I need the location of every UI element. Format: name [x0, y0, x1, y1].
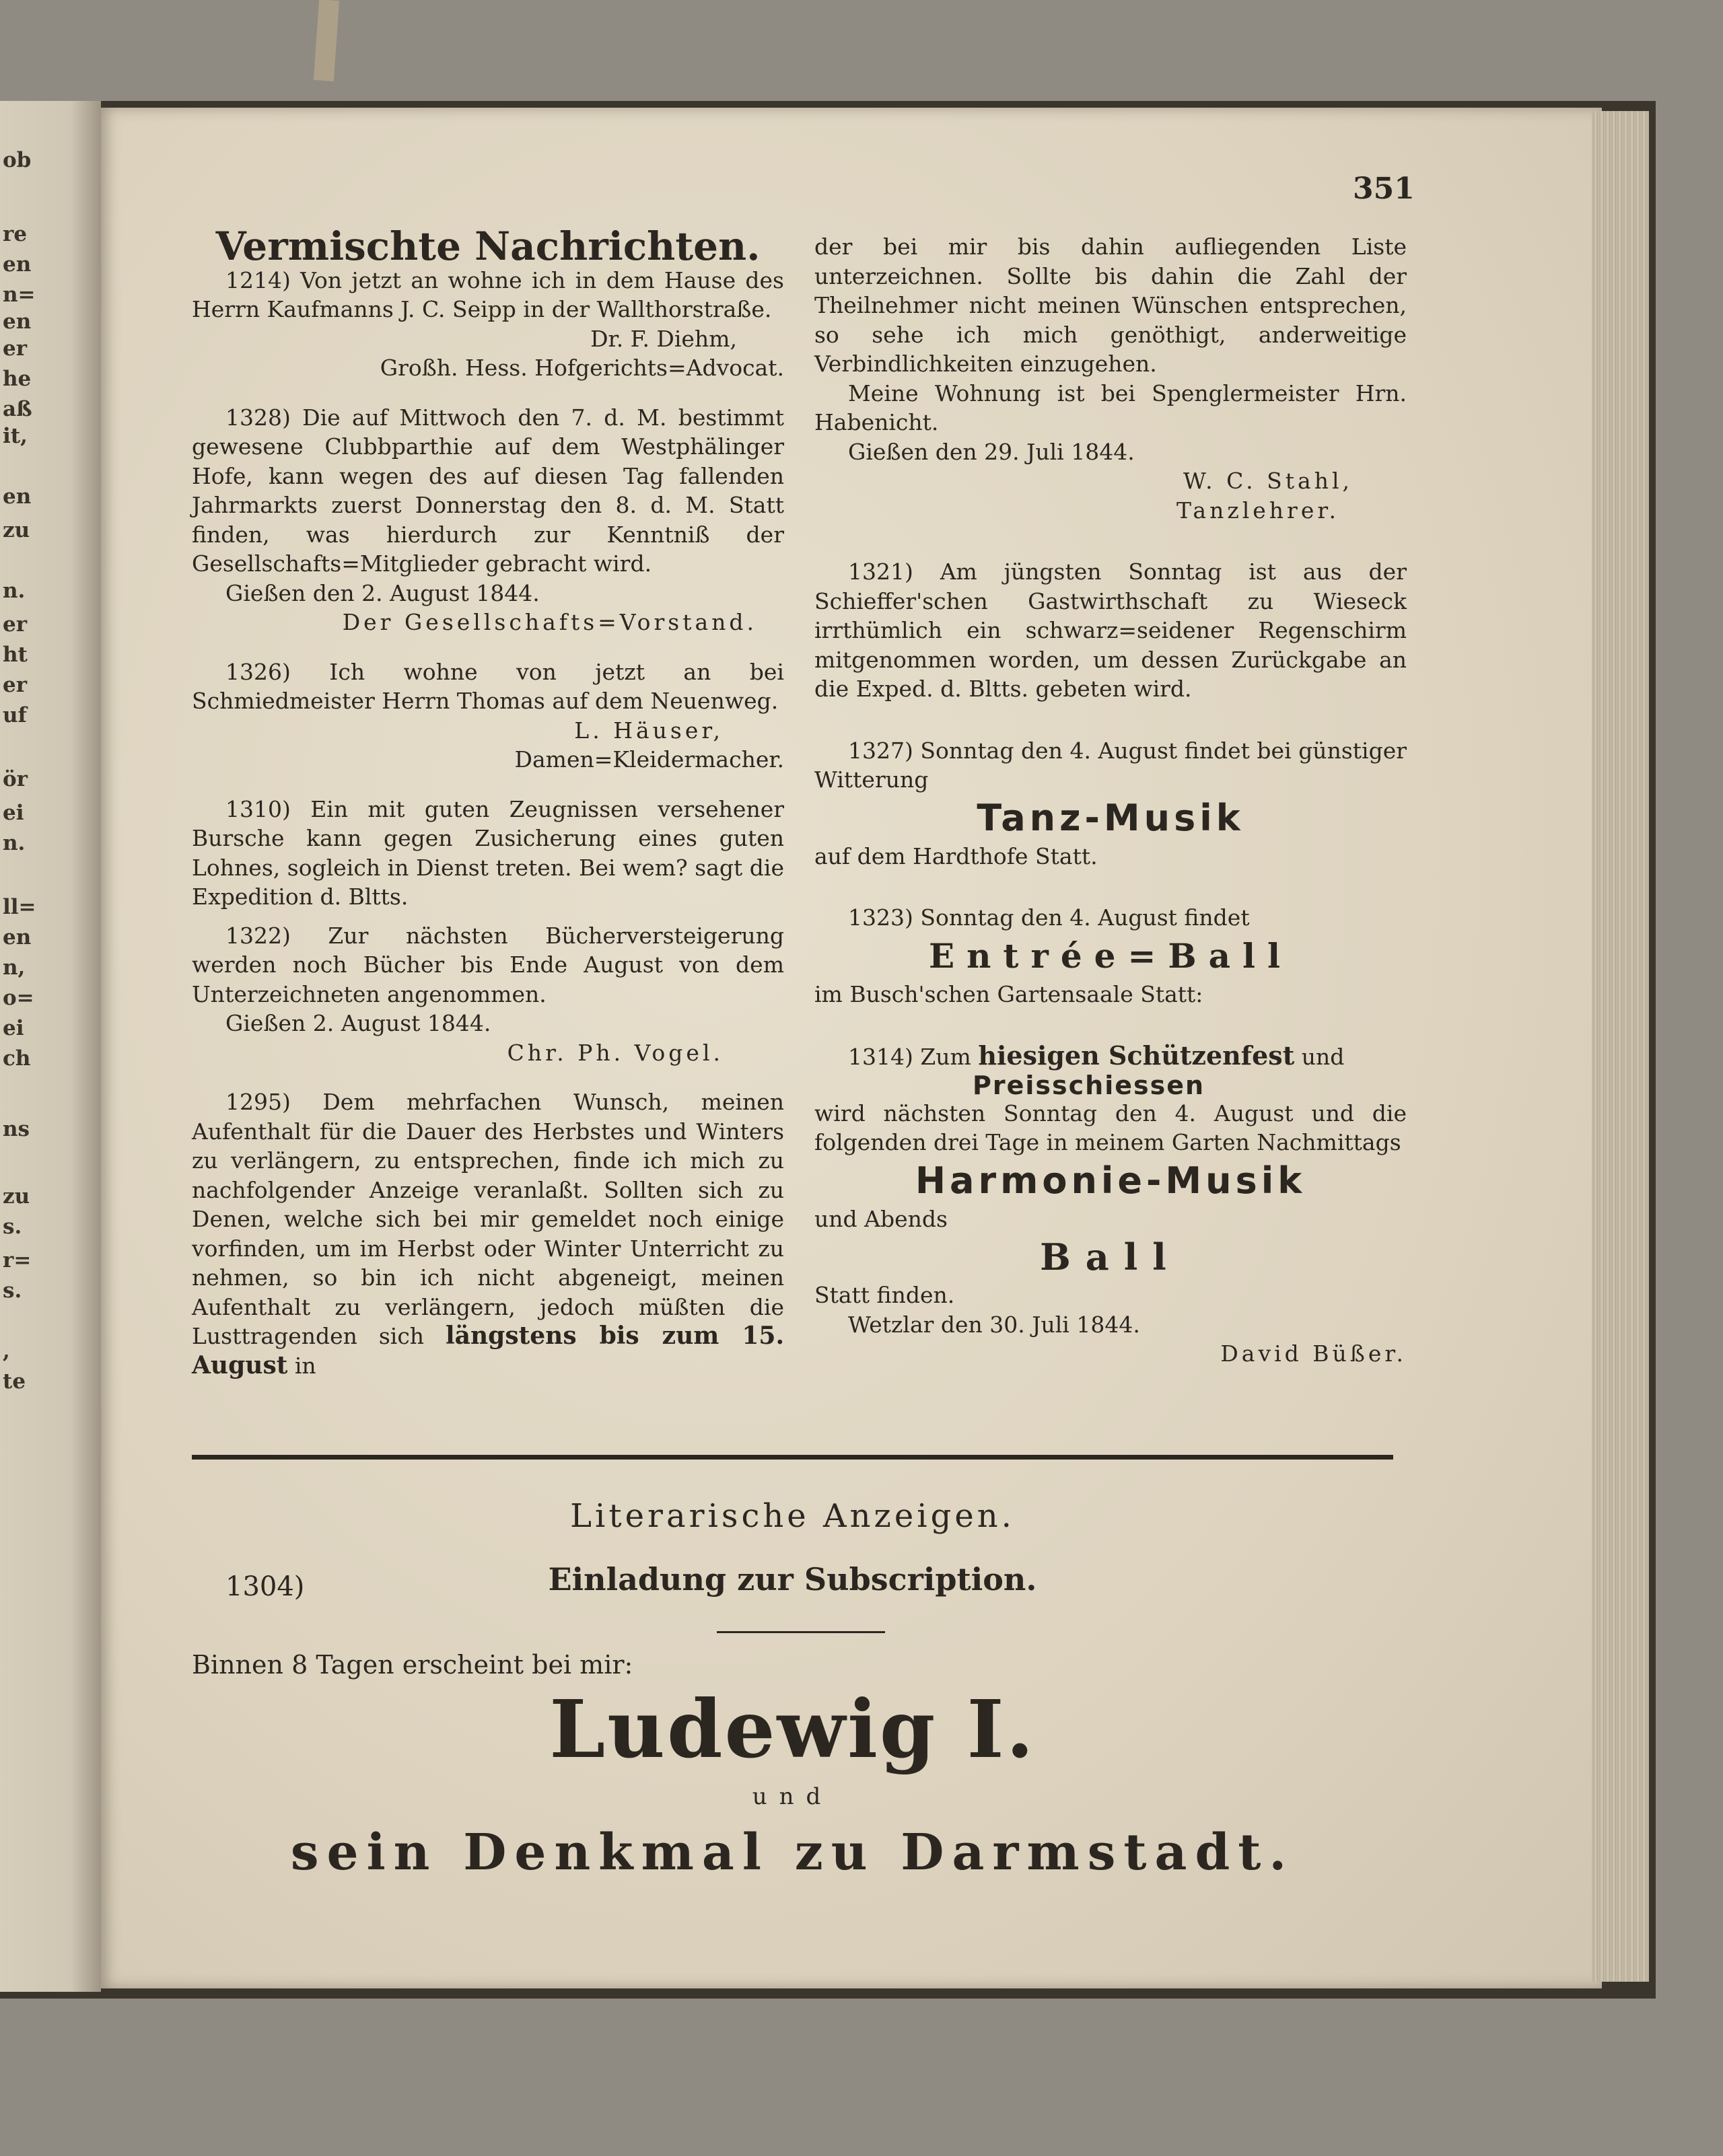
ad-1327: 1327) Sonntag den 4. August findet bei günstiger Witterung [814, 737, 1407, 793]
left-page-fragment: er [3, 336, 28, 361]
left-page-fragment: zu [3, 518, 30, 542]
left-page-fragment: ll= [3, 895, 36, 919]
page-edges [1592, 111, 1649, 1982]
ad-1314-bold: hiesigen Schützenfest [978, 1040, 1295, 1071]
ad-1295-emphasis: längstens bis zum 15. August [192, 1322, 784, 1379]
ad-1327-tail: auf dem Hardthofe Statt. [814, 842, 1098, 869]
left-page-fragment: en [3, 925, 32, 949]
ad-1327-headline: Tanz-Musik [977, 796, 1244, 839]
left-page-edge [0, 101, 101, 1992]
ad-1328-date: Gießen den 2. August 1844. [225, 579, 540, 606]
ad-1323: 1323) Sonntag den 4. August findet [848, 904, 1250, 931]
left-page-fragment: ht [3, 643, 28, 667]
left-page-fragment: s. [3, 1215, 22, 1239]
ad-1295 [192, 1087, 784, 1380]
section-title: Vermischte Nachrichten. [215, 223, 761, 269]
left-page-fragment: aß [3, 397, 32, 421]
ad-1326-sig1: L. Häuser, [574, 717, 724, 744]
literary-intro: Binnen 8 Tagen erscheint bei mir: [192, 1650, 633, 1680]
left-page-fragment: n= [3, 283, 36, 307]
ad-1328-sig: Der Gesellschafts=Vorstand. [342, 609, 757, 635]
ad-1314-und: und [1301, 1044, 1345, 1070]
left-page-fragment: o= [3, 986, 34, 1010]
ad-1314-tail: Statt finden. [814, 1282, 955, 1308]
left-page-fragment: te [3, 1369, 26, 1394]
ad-1314-line2: Preisschiessen [973, 1070, 1205, 1100]
ad-1295-date: Gießen den 29. Juli 1844. [848, 438, 1135, 465]
ad-1295-continued: der bei mir bis dahin aufliegenden Liste unterzeichnen. Sollte bis dahin die Zahl der Theilnehmer nicht meinen Wünschen entsprechen, so sehe ich mich genöthigt, anderweitige Verbindlichkeiten einzugehen. [814, 233, 1407, 377]
literary-heading: Literarische Anzeigen. [570, 1497, 1015, 1535]
literary-subheading: Einladung zur Subscription. [548, 1561, 1037, 1597]
left-page-fragment: en [3, 484, 32, 509]
left-page-fragment: ns [3, 1117, 30, 1141]
ad-1295-text: 1295) Dem mehrfachen Wunsch, meinen Aufenthalt für die Dauer des Herbstes und Winters zu verlängern, zu entsprechen, finde ich mich zu nachfolgender Anzeige veranlaßt. Sollten sich zu Denen, welche sich bei mir gemeldet noch einige vorfinden, um im Herbst oder Winter Unterricht zu nehmen, so bin ich nicht abgeneigt, meinen Aufenthalt zu verlängern, jedoch müßten die Lusttragenden sich [192, 1089, 784, 1349]
right-column [814, 232, 1407, 1369]
ad-1310: 1310) Ein mit guten Zeugnissen versehener Bursche kann gegen Zusicherung eines guten Lohnes, sogleich in Dienst treten. Bei wem? sagt die Expedition d. Bltts. [192, 795, 784, 910]
left-page-fragment: en [3, 310, 32, 334]
left-page-fragment: ei [3, 1016, 24, 1040]
ad-1314 [814, 1041, 1407, 1072]
ad-1214-sig2: Großh. Hess. Hofgerichts=Advocat. [380, 355, 784, 381]
ad-1314-mid: und Abends [814, 1205, 948, 1232]
ad-1314-headline1: Harmonie-Musik [915, 1159, 1306, 1202]
left-page-fragment: n. [3, 831, 26, 855]
left-page-fragment: en [3, 252, 32, 277]
left-page-fragment: he [3, 367, 32, 391]
left-page-fragment: it, [3, 424, 28, 448]
tape-strip [314, 0, 339, 81]
page-number: 351 [1353, 172, 1415, 206]
left-column [192, 223, 784, 1380]
ad-1304-number: 1304) [225, 1571, 305, 1602]
ad-1295-address: Meine Wohnung ist bei Spenglermeister Hrn. Habenicht. [814, 380, 1407, 435]
left-page-fragment: uf [3, 703, 27, 727]
ad-1314-date: Wetzlar den 30. Juli 1844. [848, 1311, 1140, 1338]
section-divider [192, 1455, 1393, 1460]
ad-1295-sig1: W. C. Stahl, [1183, 468, 1353, 494]
ad-1314-sig: David Büßer. [1220, 1340, 1407, 1367]
left-page-fragment: re [3, 222, 28, 246]
ad-1314-body: wird nächsten Sonntag den 4. August und die folgenden drei Tage in meinem Garten Nachmittags [814, 1100, 1407, 1155]
left-page-fragment: r= [3, 1248, 32, 1272]
book-title: Ludewig I. [549, 1682, 1036, 1776]
left-page-fragment: ob [3, 148, 32, 172]
ad-1323-headline: Entrée=Ball [928, 935, 1293, 976]
left-page-fragment: ei [3, 801, 24, 825]
ad-1214: 1214) Von jetzt an wohne ich in dem Hause des Herrn Kaufmanns J. C. Seipp in der Wallthorstraße. [192, 266, 784, 322]
book-subtitle: sein Denkmal zu Darmstadt. [290, 1824, 1295, 1881]
left-page-fragment: ch [3, 1046, 31, 1071]
ad-1314-num: 1314) Zum [848, 1044, 971, 1070]
ad-1322-date: Gießen 2. August 1844. [225, 1010, 491, 1036]
ad-1321: 1321) Am jüngsten Sonntag ist aus der Schieffer'schen Gastwirthschaft zu Wieseck irrthümlich ein schwarz=seidener Regenschirm mitgenommen worden, um dessen Zurückgabe an die Exped. d. Bltts. gebeten wird. [814, 559, 1407, 702]
left-page-fragment: , [3, 1339, 10, 1363]
left-page-fragment: ör [3, 767, 28, 791]
ad-1326: 1326) Ich wohne von jetzt an bei Schmiedmeister Herrn Thomas auf dem Neuenweg. [192, 658, 784, 714]
left-page-fragment: s. [3, 1279, 22, 1303]
ad-1322: 1322) Zur nächsten Bücherversteigerung werden noch Bücher bis Ende August von dem Unterzeichneten angenommen. [192, 922, 784, 1007]
left-page-fragment: n, [3, 956, 26, 980]
ad-1323-tail: im Busch'schen Gartensaale Statt: [814, 980, 1203, 1007]
short-divider [717, 1631, 885, 1633]
ad-1328: 1328) Die auf Mittwoch den 7. d. M. bestimmt gewesene Clubbparthie auf dem Westphälinger Hofe, kann wegen des auf diesen Tag fallenden Jahrmarkts zuerst Donnerstag den 8. d. M. Statt finden, was hierdurch zur Kenntniß der Gesellschafts=Mitglieder gebracht wird. [192, 404, 784, 577]
ad-1295-tail: in [294, 1352, 316, 1379]
left-page-fragment: er [3, 673, 28, 697]
book-title-und: und [752, 1783, 833, 1810]
ad-1322-sig: Chr. Ph. Vogel. [507, 1039, 724, 1066]
ad-1326-sig2: Damen=Kleidermacher. [514, 746, 784, 772]
ad-1314-headline2: Ball [1040, 1235, 1181, 1279]
ad-1214-sig1: Dr. F. Diehm, [590, 325, 737, 352]
left-page-fragment: zu [3, 1184, 30, 1209]
left-page-fragment: er [3, 612, 28, 637]
ad-1295-sig2: Tanzlehrer. [1176, 497, 1339, 524]
left-page-fragment: n. [3, 579, 26, 603]
